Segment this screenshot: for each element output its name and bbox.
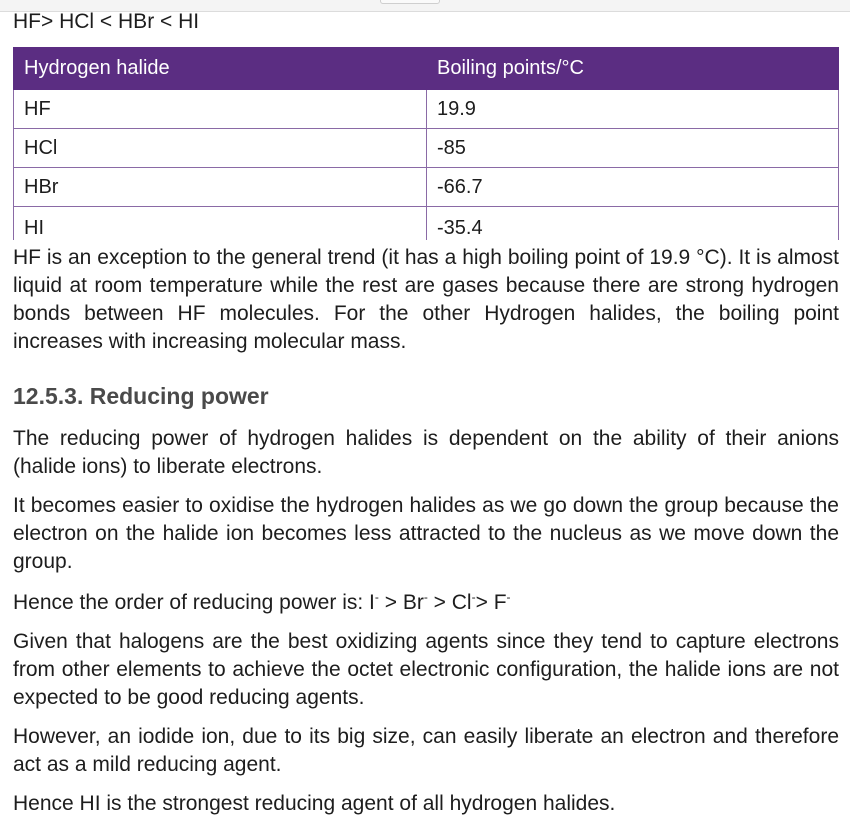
ion-bromide: Br: [402, 591, 424, 614]
table-row: [14, 168, 839, 207]
order-separator: >: [378, 591, 403, 614]
charge-chloride: -: [471, 590, 476, 604]
order-separator: >: [475, 591, 494, 614]
order-separator: >: [427, 591, 452, 614]
hf-exception-paragraph: HF is an exception to the general trend (it has a high boiling point of 19.9 °C). It is almost liquid at room temperature while the rest are gases because there are strong hydrogen bonds between HF molecules. For the other Hydrogen halides, the boiling point increases with increasing molecular mass.: [13, 246, 839, 353]
halogens-paragraph: Given that halogens are the best oxidizing agents since they tend to capture electrons from other elements to achieve the octet electronic configuration, the halide ions are not expected to be good reducing agents.: [13, 630, 839, 709]
ion-chloride: Cl: [451, 591, 472, 614]
header-hydrogen-halide: Hydrogen halide: [14, 48, 427, 90]
boiling-point-cell: -66.7: [427, 168, 839, 207]
header-boiling-points: Boiling points/°C: [427, 48, 839, 90]
ion-iodide: I: [369, 591, 375, 614]
table-row: [14, 129, 839, 168]
boiling-point-cell: -35.4: [427, 207, 839, 241]
boiling-points-table: [13, 47, 839, 240]
ion-fluoride: F: [493, 591, 507, 614]
oxidise-trend-paragraph: It becomes easier to oxidise the hydrogen halides as we go down the group because the electron on the halide ion becomes less attracted to the nucleus as we move down the group.: [13, 494, 839, 573]
halide-cell: HF: [14, 90, 427, 129]
table-row: [14, 207, 839, 241]
boiling-point-cell: -85: [427, 129, 839, 168]
table-header-row: [14, 48, 839, 90]
scroll-handle[interactable]: [380, 0, 440, 4]
charge-bromide: -: [423, 590, 428, 604]
hi-strongest-paragraph: Hence HI is the strongest reducing agent of all hydrogen halides.: [13, 792, 616, 815]
iodide-paragraph: However, an iodide ion, due to its big size, can easily liberate an electron and therefore act as a mild reducing agent.: [13, 725, 839, 776]
boiling-trend-line: HF> HCl < HBr < HI: [13, 10, 200, 33]
halide-cell: HCl: [14, 129, 427, 168]
charge-fluoride: -: [506, 590, 511, 604]
halide-cell: HBr: [14, 168, 427, 207]
halide-cell: HI: [14, 207, 427, 241]
section-heading: 12.5.3. Reducing power: [13, 383, 269, 409]
order-prefix: Hence the order of reducing power is:: [13, 591, 370, 614]
table-row: [14, 90, 839, 129]
reducing-order-paragraph: [13, 589, 839, 617]
charge-iodide: -: [374, 590, 379, 604]
boiling-point-cell: 19.9: [427, 90, 839, 129]
reducing-power-paragraph: The reducing power of hydrogen halides is dependent on the ability of their anions (halide ions) to liberate electrons.: [13, 427, 839, 478]
